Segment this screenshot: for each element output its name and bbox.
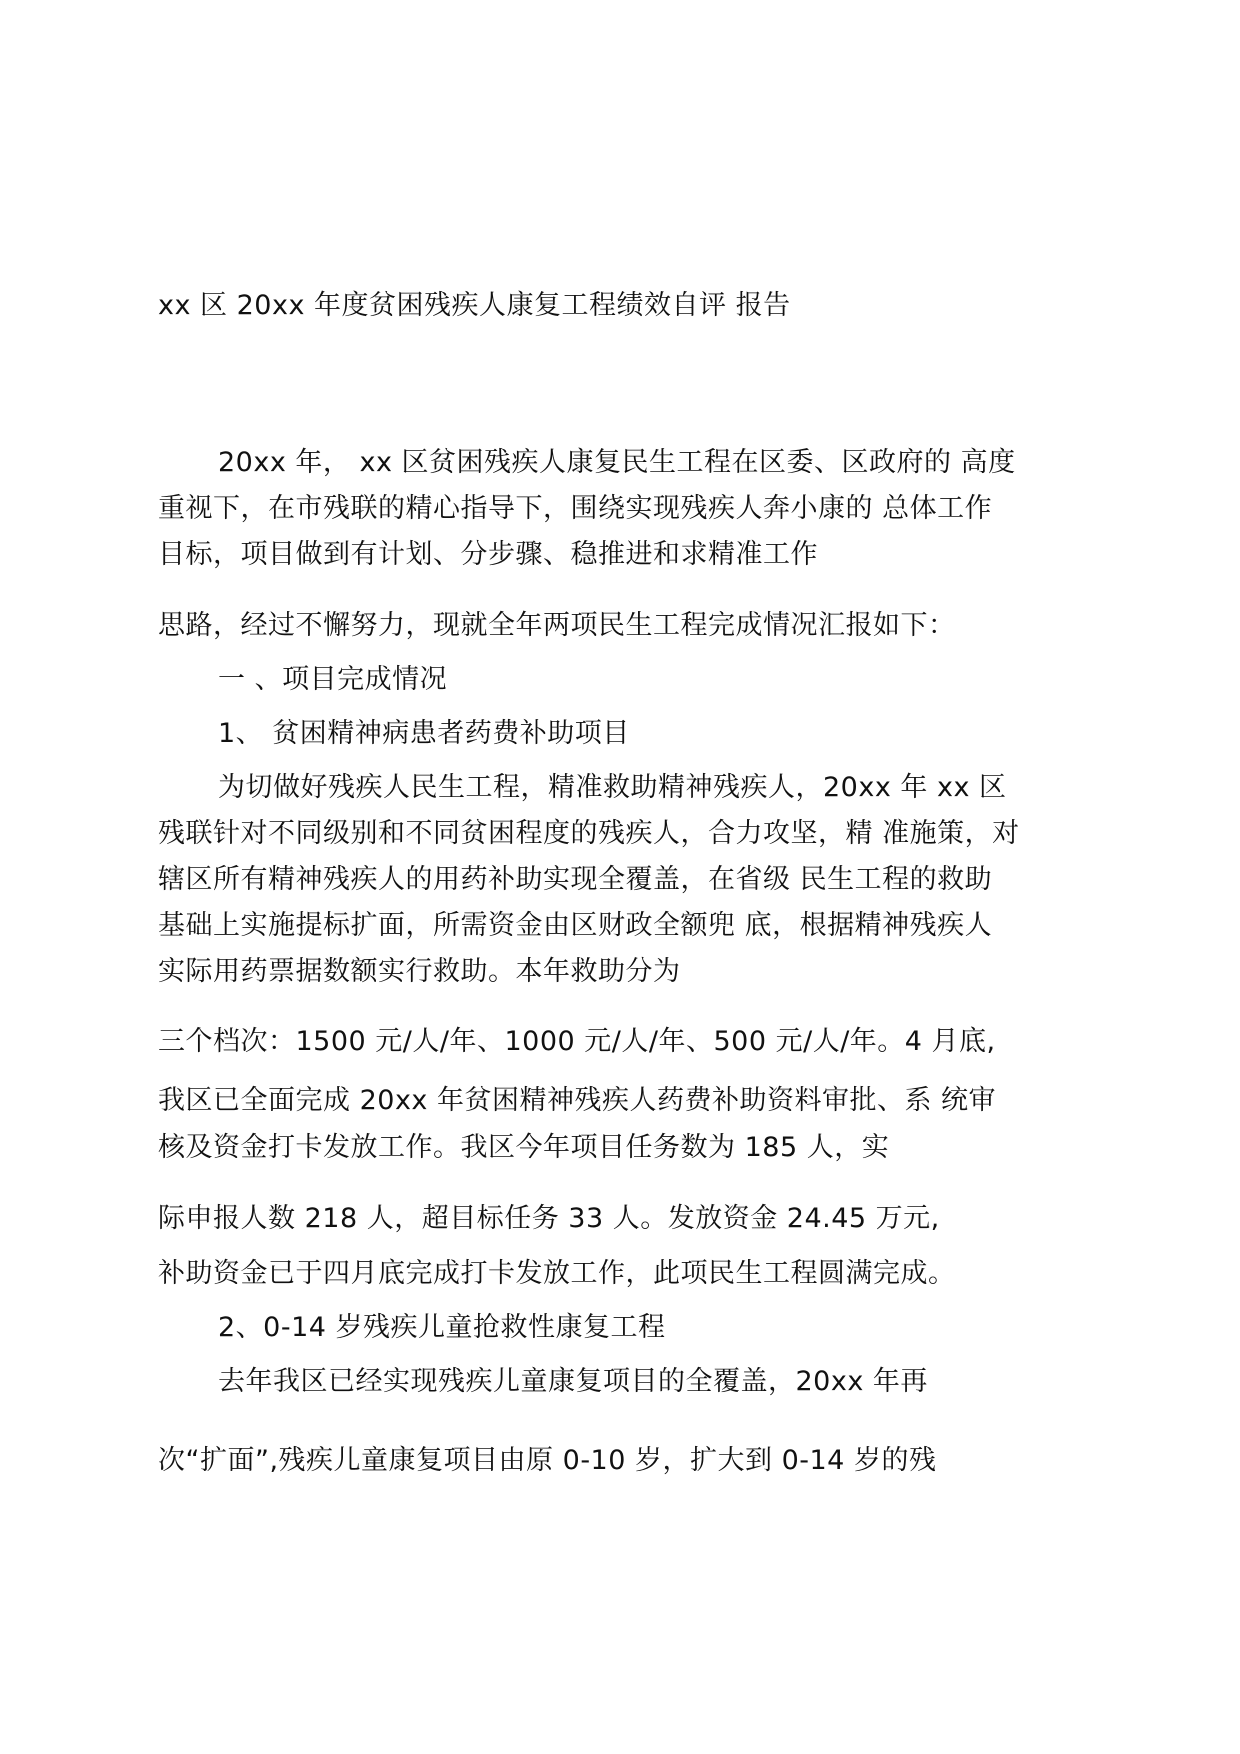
paragraph-line: 辖区所有精神残疾人的用药补助实现全覆盖，在省级 民生工程的救助 [158,864,993,895]
paragraph-line: 重视下，在市残联的精心指导下，围绕实现残疾人奔小康的 总体工作 [158,493,993,524]
paragraph-line: 核及资金打卡发放工作。我区今年项目任务数为 185 人，实 [158,1132,890,1163]
paragraph-line: 基础上实施提标扩面，所需资金由区财政全额兜 底，根据精神残疾人 [158,910,993,941]
section-heading: 一 、项目完成情况 [218,664,448,695]
paragraph-line: 为切做好残疾人民生工程，精准救助精神残疾人，20xx 年 xx 区 [218,772,1007,803]
paragraph-line: 去年我区已经实现残疾儿童康复项目的全覆盖，20xx 年再 [218,1366,928,1397]
paragraph-line: 次“扩面”,残疾儿童康复项目由原 0-10 岁，扩大到 0-14 岁的残 [158,1445,937,1476]
paragraph-line: 20xx 年， xx 区贫困残疾人康复民生工程在区委、区政府的 高度 [218,447,1016,478]
subsection-heading: 2、0-14 岁残疾儿童抢救性康复工程 [218,1312,666,1343]
paragraph-line: 际申报人数 218 人，超目标任务 33 人。发放资金 24.45 万元, [158,1203,940,1234]
paragraph-line: 三个档次：1500 元/人/年、1000 元/人/年、500 元/人/年。4 月底, [158,1026,996,1057]
paragraph-line: 我区已全面完成 20xx 年贫困精神残疾人药费补助资料审批、系 统审 [158,1085,997,1116]
subsection-heading: 1、 贫困精神病患者药费补助项目 [218,718,630,749]
paragraph-line: 思路，经过不懈努力，现就全年两项民生工程完成情况汇报如下： [158,610,956,641]
paragraph-line: 实际用药票据数额实行救助。本年救助分为 [158,956,681,987]
paragraph-line: 目标，项目做到有计划、分步骤、稳推进和求精准工作 [158,539,818,570]
paragraph-line: 残联针对不同级别和不同贫困程度的残疾人，合力攻坚，精 准施策，对 [158,818,1020,849]
document-title: xx 区 20xx 年度贫困残疾人康复工程绩效自评 报告 [158,290,791,321]
paragraph-line: 补助资金已于四月底完成打卡发放工作，此项民生工程圆满完成。 [158,1258,956,1289]
